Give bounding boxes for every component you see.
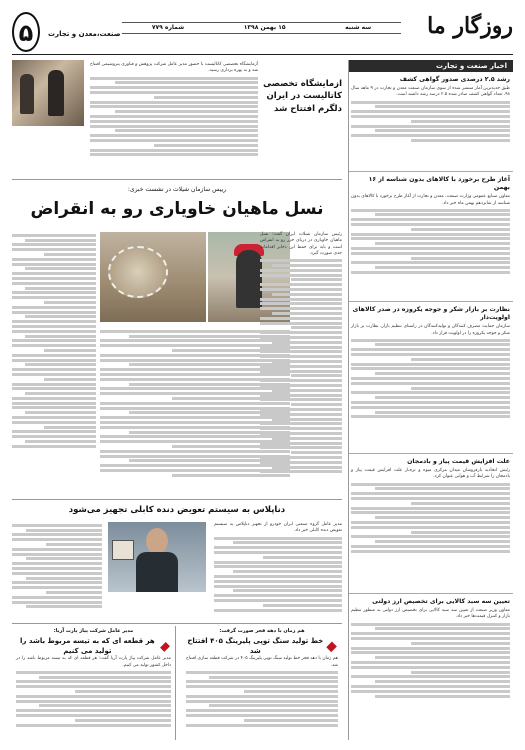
dateline [122, 22, 401, 34]
dana-title: دناپلاس به سیستم تعویض دنده کابلی تجهیز می‌شود [68, 505, 286, 515]
bottom-title: هر قطعه ای که به تیسه مربوط باشد را تولید می کنیم [20, 636, 155, 655]
bottom-body: هم زمان با دهه فجر خط تولید سنگ توپی پلیرینگ ۴۰۵ در شرکت قطعه سازی افتتاح شد. [186, 656, 338, 668]
lead-title: نسل ماهیان خاویاری رو به انقراض [30, 199, 324, 220]
news-title: علت افزایش قیمت پیاز و بادمجان [407, 458, 510, 465]
news-title: آغاز طرح برخورد با کالاهای بدون شناسه از ۱۶ بهمن [368, 176, 510, 192]
news-body: طبق جدیدترین آمار منتشر شده از سوی سازمان صنعت معدن و تجارت در ۹ ماهه سال ۹۸، تعداد گواهی کشف صادر شده ۲.۵ درصد رشد داشته است. [351, 86, 510, 98]
text-lines [100, 330, 290, 477]
text-lines [351, 209, 510, 274]
text-lines [16, 671, 171, 727]
news-item [348, 454, 513, 594]
diamond-icon [326, 641, 337, 652]
masthead-rule [12, 54, 513, 55]
bottom-stories [12, 626, 342, 740]
bottom-headline-row [16, 637, 171, 657]
news-body: معاون وزیر صنعت از تعیین سه سبد کالایی برای تخصیص ارز دولتی به منظور تنظیم بازار و کنترل قیمت‌ها خبر داد. [351, 608, 510, 620]
dana-story [12, 502, 342, 624]
news-title: رشد ۲.۵ درصدی صدور گواهی کشف [399, 76, 510, 83]
top-story-headline: ازمایشگاه تخصصی کاتالیست در ایران دلگرم افتتاح شد [263, 79, 342, 114]
bottom-headline-row [186, 637, 338, 657]
date: ۱۵ بهمن ۱۳۹۸ [243, 23, 286, 31]
dana-body: مدیر عامل گروه صنعتی ایران خودرو از تجهیز دناپلاس به سیستم تعویض دنده کابلی خبر داد. [214, 522, 342, 534]
text-lines [351, 339, 510, 419]
executive-photo [108, 522, 206, 592]
text-lines [351, 483, 510, 553]
bottom-body: مدیر عامل شرکت پیاژ پارت آریا گفت: هر قطعه ای که به تیسه مربوط باشد را در داخل کشور تولید می کنیم. [16, 656, 171, 668]
text-lines [12, 524, 102, 609]
top-story-body: آزمایشگاه تخصصی کاتالیست با حضور مدیر عامل شرکت پژوهش و فناوری پتروشیمی افتتاح شد و به بهره برداری رسید. [90, 62, 258, 74]
top-story-photo [12, 60, 84, 126]
text-lines [186, 671, 338, 727]
lead-text-column [12, 232, 96, 450]
news-item [348, 594, 513, 740]
bottom-kicker: مدیر عامل شرکت پیاژ پارت آریا: [53, 628, 134, 634]
text-lines [351, 101, 510, 142]
right-news-column [348, 60, 513, 740]
weekday: سه شنبه [345, 23, 372, 31]
text-lines [12, 234, 96, 448]
news-body: سازمان حمایت مصرف کنندگان و تولیدکنندگان در راستای تنظیم بازار، نظارت بر بازار شکر و جوجه یکروزه را در اولویت قرار داد. [351, 324, 510, 336]
news-title: تعیین سه سبد کالایی برای تخصیص ارز دولتی [372, 598, 510, 605]
lead-body: رئیس سازمان شیلات ایران گفت: نسل ماهیان خاویاری در دریای خزر رو به انقراض است و باید برای حفظ این ذخایر اقدامات جدی صورت گیرد. [260, 232, 342, 257]
lead-subtitle: رییس سازمان شیلات در نشست خبری: [127, 186, 227, 193]
dana-text-column [214, 522, 342, 613]
bottom-story [182, 626, 342, 740]
main-column [12, 60, 342, 740]
text-lines [351, 623, 510, 698]
news-item [348, 302, 513, 454]
diamond-icon [160, 642, 170, 652]
news-item [348, 72, 513, 172]
issue-number: شماره ۷۷۹ [151, 23, 185, 31]
bottom-story [12, 626, 176, 740]
bottom-kicker: هم زمان با دهه فجر صورت گرفت: [219, 628, 305, 634]
bottom-title: خط تولید سنگ توپی پلیرینگ ۴۰۵ افتتاح شد [187, 636, 324, 655]
section-name: صنعت،معدن و تجارت [48, 30, 121, 38]
news-body: معاون صنایع عمومی وزارت صنعت، معدن و تجارت از آغاز طرح برخورد با کالاهای بدون شناسه از شانزدهم بهمن ماه خبر داد. [351, 194, 510, 206]
page-number: ۵ [12, 12, 40, 52]
text-lines [90, 77, 258, 157]
dana-text-column [12, 522, 102, 610]
section-header: اخبار صنعت و تجارت [348, 60, 513, 72]
news-body: رئیس اتحادیه بارفروشان میدان مرکزی میوه و تره‌بار علت افزایش قیمت پیاز و بادمجان را شرایط آب و هوایی عنوان کرد. [351, 468, 510, 480]
top-story [12, 60, 342, 180]
masthead [12, 12, 513, 56]
newspaper-logo: روزگار ما [427, 13, 513, 39]
text-lines [214, 537, 342, 612]
fish-net-photo [100, 232, 206, 322]
news-item [348, 172, 513, 302]
news-title: نظارت بر بازار شکر و جوجه یکروزه در صدر کالاهای اولویت‌دار [352, 306, 510, 322]
column-divider [348, 60, 349, 740]
lead-story [12, 182, 342, 500]
lead-text-lower [100, 328, 290, 479]
top-story-text [90, 62, 258, 158]
